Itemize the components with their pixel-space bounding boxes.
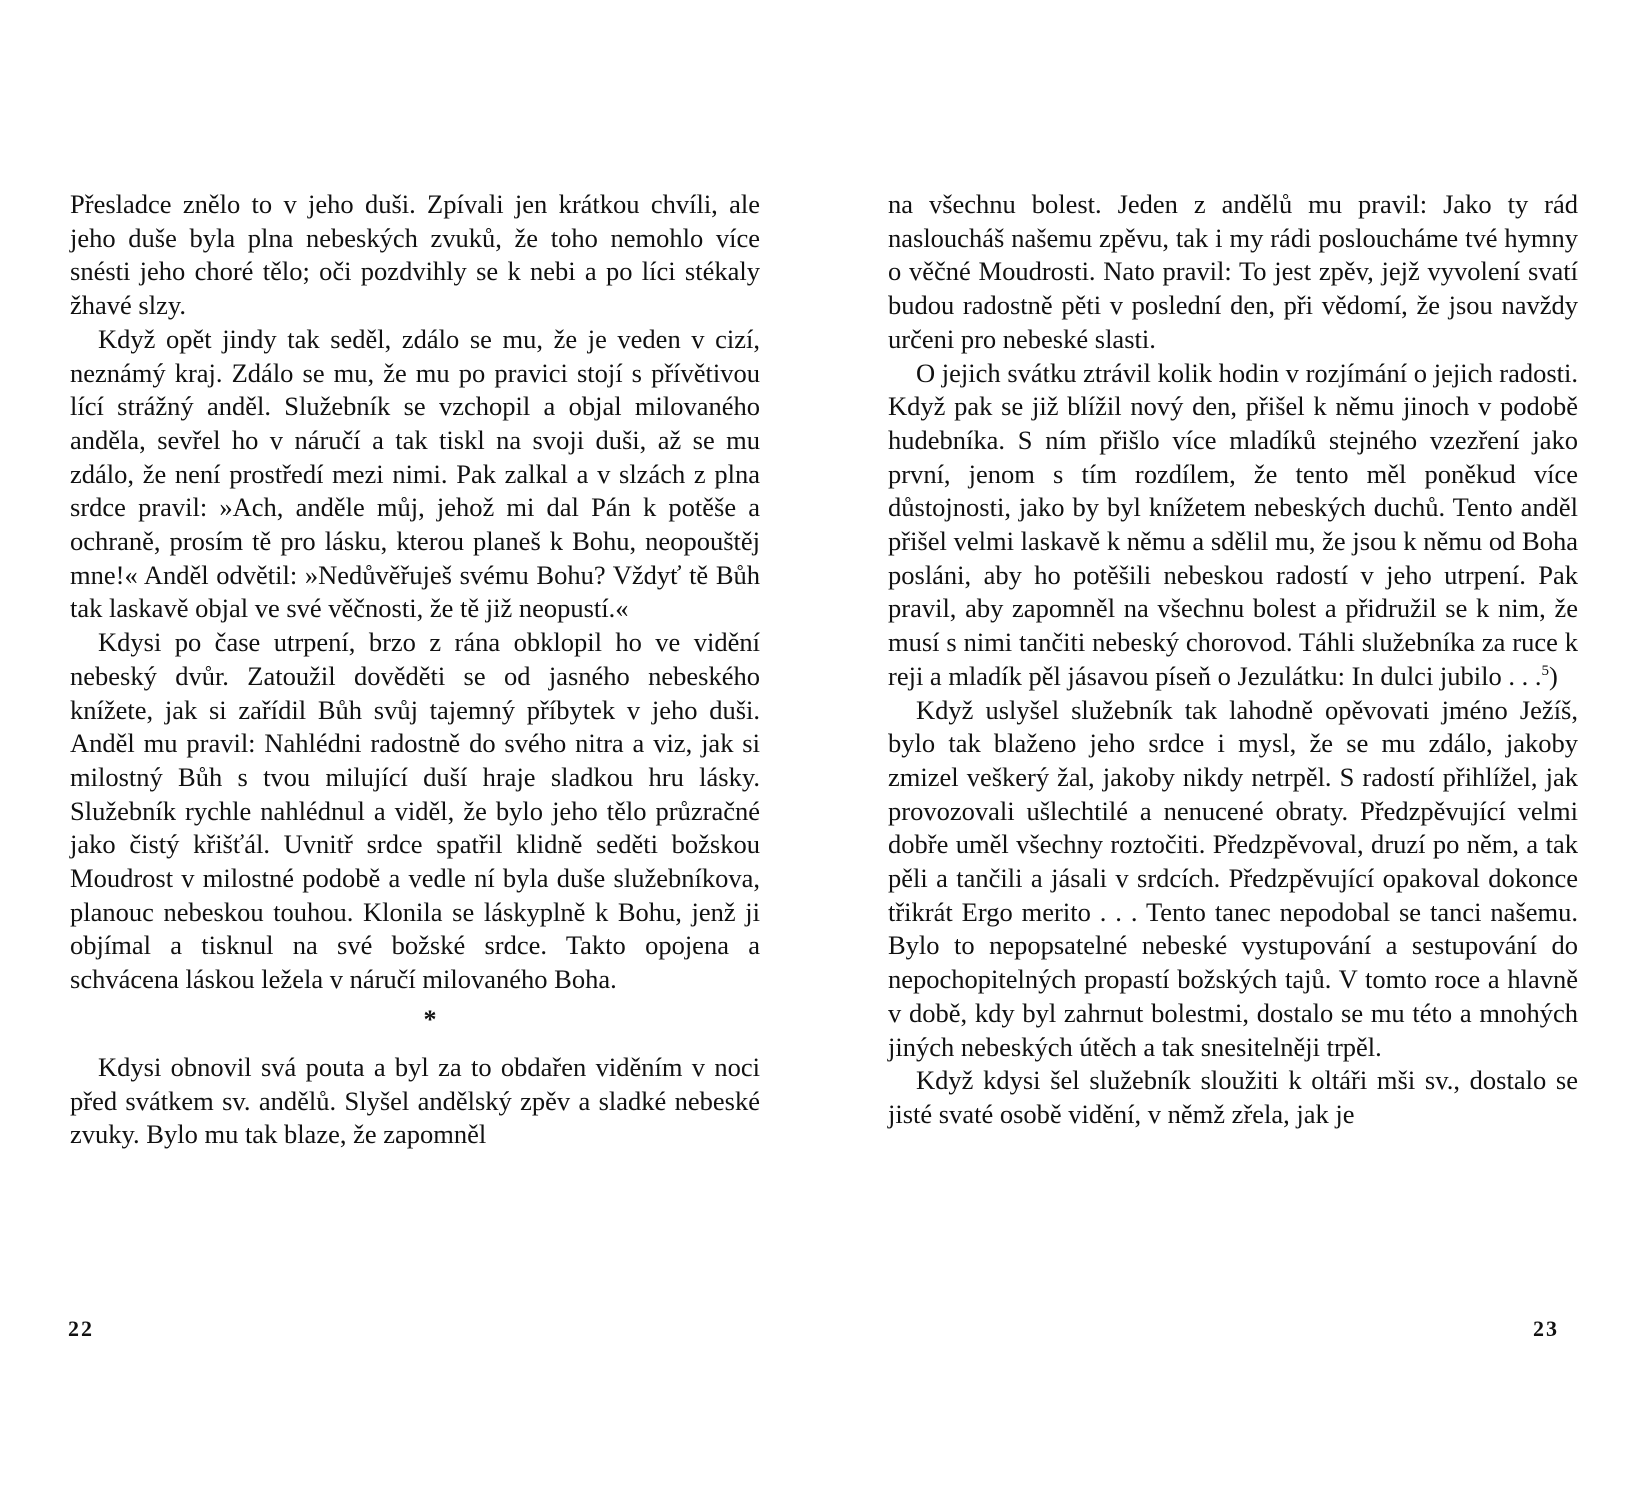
right-page [888, 188, 1578, 1132]
page-number-right: 23 [1533, 1316, 1559, 1341]
right-paragraph-3: Když uslyšel služebník tak lahodně opěvovati jméno Ježíš, bylo tak blaženo jeho srdce i mysl, že se mu zdálo, jakoby zmizel veškerý žal, jakoby nikdy netrpěl. S radostí přihlížel, jak provozovali ušlechtilé a nenucené obraty. Předzpěvující velmi dobře uměl všechny roztočiti. Předzpěvoval, druzí po něm, a tak pěli a tančili a jásali v srdcích. Předzpěvující opakoval dokonce třikrát Ergo merito . . . Tento tanec nepodobal se tanci našemu. Bylo to nepopsatelné nebeské vystupování a sestupování do nepochopitelných propastí božských tajů. V tomto roce a hlavně v době, kdy byl zahrnut bolestmi, dostalo se mu této a mnohých jiných nebeských útěch a tak snesitelněji trpěl. [888, 694, 1578, 1062]
section-divider: * [423, 1004, 437, 1034]
page-number-left: 22 [68, 1316, 94, 1341]
right-paragraph-4: Když kdysi šel služebník sloužiti k oltáři mši sv., dostalo se jisté svaté osobě vidění, v němž zřela, jak je [888, 1065, 1578, 1129]
left-paragraph-2: Když opět jindy tak seděl, zdálo se mu, že je veden v cizí, neznámý kraj. Zdálo se mu, že mu po pravici stojí s přívětivou lící strážný anděl. Služebník se vzchopil a objal milovaného anděla, sevřel ho v náručí a tak tiskl na svoji duši, až se mu zdálo, že není prostředí mezi nimi. Pak zalkal a v slzách z plna srdce pravil: »Ach, anděle můj, jehož mi dal Pán k potěše a ochraně, prosím tě pro lásku, kterou planeš k Bohu, neopouštěj mne!« Anděl odvětil: »Nedůvěřuješ svému Bohu? Vždyť tě Bůh tak laskavě objal ve své věčnosti, že tě již neopustí.« [70, 323, 760, 624]
left-paragraph-3: Kdysi po čase utrpení, brzo z rána obklopil ho ve vidění nebeský dvůr. Zatoužil dověděti se od jasného nebeského knížete, jak si zařídil Bůh svůj tajemný příbytek v jeho duši. Anděl mu pravil: Nahlédni radostně do svého nitra a viz, jak si milostný Bůh s tvou milující duší hraje sladkou hru lásky. Služebník rychle nahlédnul a viděl, že bylo jeho tělo průzračné jako čistý křišťál. Uvnitř srdce spatřil klidně seděti božskou Moudrost v milostné podobě a vedle ní byla duše služebníkova, planouc nebeskou touhou. Klonila se láskyplně k Bohu, jenž ji objímal a tisknul na své božské srdce. Takto opojena a schvácena láskou ležela v náručí milovaného Boha. [70, 627, 760, 995]
right-paragraph-2-end: ) [1549, 660, 1558, 691]
right-paragraph-1: na všechnu bolest. Jeden z andělů mu pravil: Jako ty rád nasloucháš našemu zpěvu, tak i my rádi posloucháme tvé hymny o věčné Moudrosti. Nato pravil: To jest zpěv, jejž vyvolení svatí budou radostně pěti v poslední den, při vědomí, že jsou navždy určeni pro nebeské slasti. [888, 189, 1578, 354]
left-paragraph-4: Kdysi obnovil svá pouta a byl za to obdařen viděním v noci před svátkem sv. andělů. Slyšel andělský zpěv a sladké nebeské zvuky. Bylo mu tak blaze, že zapomněl [70, 1051, 760, 1150]
left-paragraph-1: Přesladce znělo to v jeho duši. Zpívali jen krátkou chvíli, ale jeho duše byla plna nebeských zvuků, že toho nemohlo více snésti jeho choré tělo; oči pozdvihly se k nebi a po líci stékaly žhavé slzy. [70, 189, 760, 321]
right-paragraph-2-text: O jejich svátku ztrávil kolik hodin v rozjímání o jejich radosti. Když pak se již blížil nový den, přišel k němu jinoch v podobě hudebníka. S ním přišlo více mladíků stejného vzezření jako první, jenom s tím rozdílem, že tento měl poněkud více důstojnosti, jako by byl knížetem nebeských duchů. Tento anděl přišel velmi laskavě k němu a sdělil mu, že jsou k němu od Boha posláni, aby ho potěšili nebeskou radostí v jeho utrpení. Pak pravil, aby zapomněl na všechnu bolest a přidružil se k nim, že musí s nimi tančiti nebeský chorovod. Táhli služebníka za ruce k reji a mladík pěl jásavou píseň o Jezulátku: In dulci jubilo . . . [888, 357, 1578, 691]
left-page [70, 188, 760, 1152]
right-paragraph-2 [888, 357, 1578, 694]
footnote-marker: 5 [1541, 663, 1550, 680]
